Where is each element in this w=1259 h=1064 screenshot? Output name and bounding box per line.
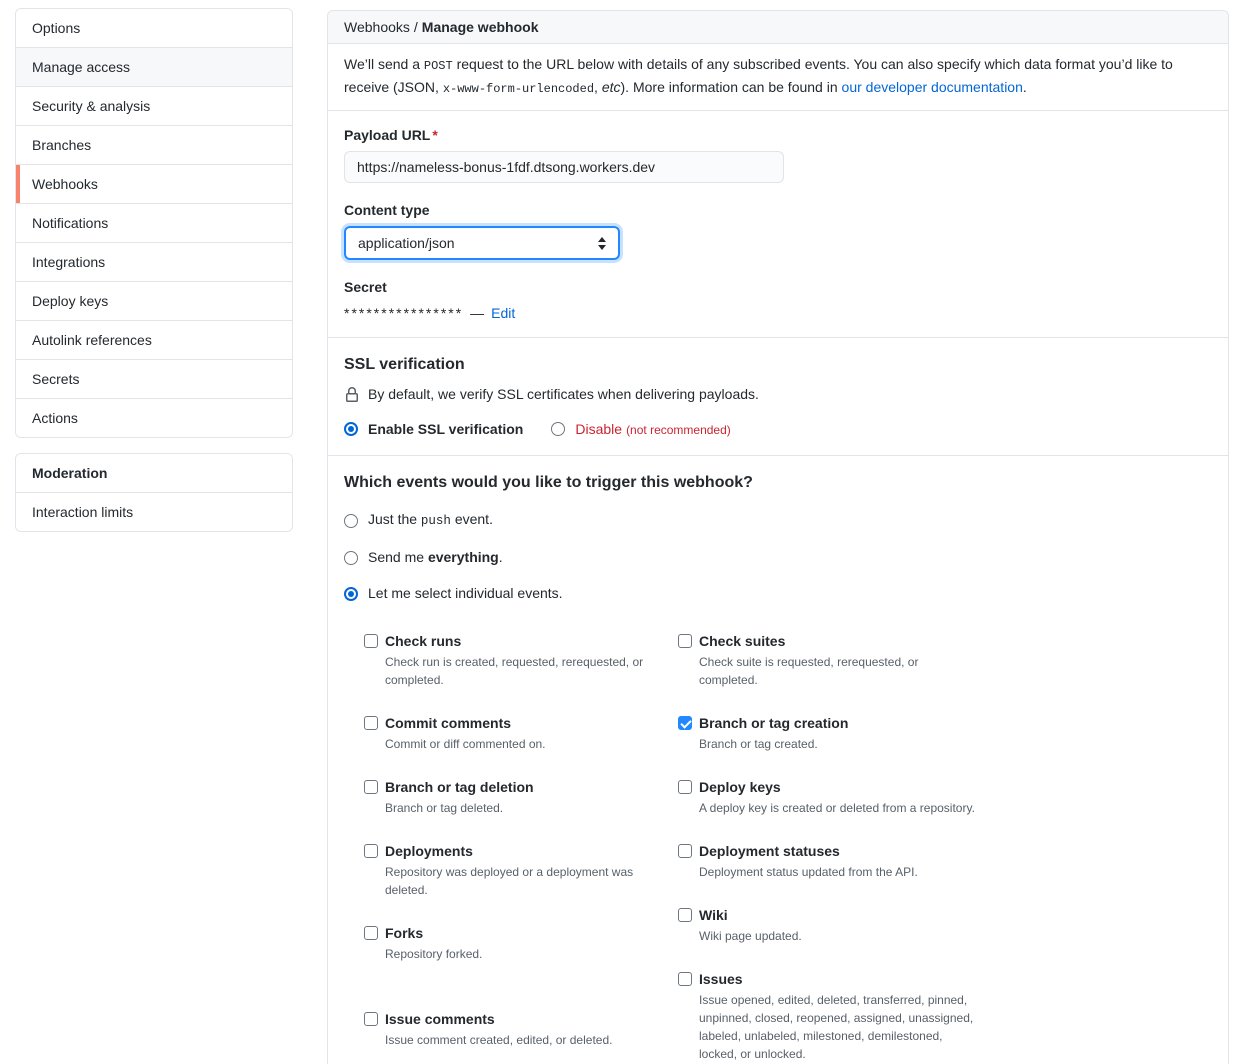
ssl-note-row xyxy=(344,384,1212,405)
disable-ssl-label[interactable]: Disable xyxy=(575,421,623,437)
wiki-checkbox[interactable] xyxy=(678,908,692,922)
deployment-statuses-checkbox[interactable] xyxy=(678,844,692,858)
event-item-issues[interactable] xyxy=(678,969,978,1063)
disable-ssl-option[interactable] xyxy=(551,421,730,437)
event-item-deployment-statuses[interactable] xyxy=(678,841,978,881)
event-item-check-suites[interactable] xyxy=(678,631,978,689)
issue-comments-desc: Issue comment created, edited, or deleted. xyxy=(385,1033,613,1047)
payload-url-input[interactable] xyxy=(344,151,784,183)
secret-label: Secret xyxy=(344,279,387,295)
disable-ssl-note: (not recommended) xyxy=(626,423,731,437)
event-item-issue-comments[interactable] xyxy=(364,1009,664,1049)
branch-tag-deletion-desc: Branch or tag deleted. xyxy=(385,801,504,815)
option-individual-events[interactable] xyxy=(344,583,1212,604)
event-item-wiki[interactable] xyxy=(678,905,978,945)
intro-text: , xyxy=(594,79,602,95)
deployments-label[interactable]: Deployments xyxy=(385,843,473,859)
branch-tag-creation-checkbox[interactable] xyxy=(678,716,692,730)
issues-label[interactable]: Issues xyxy=(699,971,743,987)
check-suites-desc: Check suite is requested, rerequested, or completed. xyxy=(699,655,919,687)
branch-tag-creation-desc: Branch or tag created. xyxy=(699,737,818,751)
developer-documentation-link[interactable]: our developer documentation xyxy=(841,79,1023,95)
everything-bold[interactable]: everything xyxy=(427,549,499,565)
sidebar-item-webhooks[interactable]: Webhooks xyxy=(16,164,292,203)
wiki-label[interactable]: Wiki xyxy=(699,907,728,923)
content-type-label: Content type xyxy=(344,202,430,218)
event-item-check-runs[interactable] xyxy=(364,631,664,689)
event-item-commit-comments[interactable] xyxy=(364,713,664,753)
deployments-desc: Repository was deployed or a deployment was deleted. xyxy=(385,865,634,897)
sidebar-item-integrations[interactable]: Integrations xyxy=(16,242,292,281)
events-section xyxy=(328,456,1228,1064)
sidebar-item-secrets[interactable]: Secrets xyxy=(16,359,292,398)
breadcrumb xyxy=(328,11,1228,44)
issue-comments-label[interactable]: Issue comments xyxy=(385,1011,495,1027)
ssl-radio-group xyxy=(344,421,1212,437)
secret-row xyxy=(344,305,1212,321)
send-everything-text-post[interactable]: . xyxy=(498,549,503,565)
option-just-push[interactable] xyxy=(344,509,1212,532)
check-runs-desc: Check run is created, requested, rerequested, or completed. xyxy=(385,655,644,687)
forks-label[interactable]: Forks xyxy=(385,925,424,941)
individual-events-label[interactable]: Let me select individual events. xyxy=(368,585,563,601)
sidebar-primary-box xyxy=(15,8,293,438)
post-code: POST xyxy=(423,59,453,73)
intro-etc: etc xyxy=(601,79,621,95)
deploy-keys-checkbox[interactable] xyxy=(678,780,692,794)
payload-url-label xyxy=(344,127,1212,144)
secret-edit-link[interactable]: Edit xyxy=(491,305,516,321)
send-everything-radio[interactable] xyxy=(344,551,358,565)
check-suites-label[interactable]: Check suites xyxy=(699,633,786,649)
push-code: push xyxy=(420,514,451,528)
sidebar-item-deploy-keys[interactable]: Deploy keys xyxy=(16,281,292,320)
event-item-deployments[interactable] xyxy=(364,841,664,899)
lock-icon xyxy=(344,387,360,403)
deploy-keys-desc: A deploy key is created or deleted from a repository. xyxy=(699,801,975,815)
enable-ssl-label[interactable]: Enable SSL verification xyxy=(368,421,524,437)
enable-ssl-radio[interactable] xyxy=(344,422,358,436)
webhook-form-section xyxy=(328,111,1228,338)
intro-text: ). More information can be found in xyxy=(620,79,842,95)
option-send-everything[interactable] xyxy=(344,547,1212,568)
deployments-checkbox[interactable] xyxy=(364,844,378,858)
required-asterisk: * xyxy=(432,127,438,143)
content-type-select[interactable] xyxy=(344,226,620,260)
branch-tag-deletion-label[interactable]: Branch or tag deletion xyxy=(385,779,534,795)
sidebar-heading-moderation: Moderation xyxy=(16,454,292,492)
check-runs-label[interactable]: Check runs xyxy=(385,633,462,649)
ssl-verification-section xyxy=(328,338,1228,456)
sidebar-item-options[interactable]: Options xyxy=(16,9,292,47)
urlencoded-code: x-www-form-urlencoded xyxy=(442,82,595,96)
enable-ssl-option[interactable] xyxy=(344,421,523,437)
intro-text: request to the URL below with details of any subscribed events. You can also specify which data format you’d like to receive (JSON, xyxy=(344,56,1173,95)
check-suites-checkbox[interactable] xyxy=(678,634,692,648)
wiki-desc: Wiki page updated. xyxy=(699,929,802,943)
ssl-note-text: By default, we verify SSL certificates when delivering payloads. xyxy=(368,386,759,402)
forks-desc: Repository forked. xyxy=(385,947,483,961)
sidebar-item-manage-access[interactable]: Manage access xyxy=(16,47,292,86)
select-updown-icon xyxy=(598,237,606,250)
branch-tag-creation-label[interactable]: Branch or tag creation xyxy=(699,715,849,731)
breadcrumb-separator: / xyxy=(413,19,418,35)
breadcrumb-webhooks-link[interactable]: Webhooks xyxy=(344,19,410,35)
branch-tag-deletion-checkbox[interactable] xyxy=(364,780,378,794)
check-runs-checkbox[interactable] xyxy=(364,634,378,648)
settings-sidebar xyxy=(15,8,293,532)
intro-text: . xyxy=(1022,79,1027,95)
event-item-branch-tag-creation[interactable] xyxy=(678,713,978,753)
secret-masked-value: **************** xyxy=(344,305,464,321)
sidebar-item-interaction-limits[interactable]: Interaction limits xyxy=(16,492,292,531)
just-push-text-post[interactable]: event. xyxy=(450,511,493,527)
events-heading: Which events would you like to trigger this webhook? xyxy=(344,474,753,491)
ssl-heading: SSL verification xyxy=(344,356,465,373)
secret-dash: — xyxy=(470,305,485,321)
manage-webhook-panel xyxy=(327,10,1229,1064)
event-item-forks[interactable] xyxy=(364,923,664,963)
send-everything-text[interactable]: Send me xyxy=(368,549,428,565)
issues-desc: Issue opened, edited, deleted, transferred, pinned, unpinned, closed, reopened, assigned, unassigned, labeled, unlabeled, milestoned, demilestoned, locked, or unlocked. xyxy=(699,993,974,1061)
commit-comments-checkbox[interactable] xyxy=(364,716,378,730)
sidebar-item-autolink-references[interactable]: Autolink references xyxy=(16,320,292,359)
deployment-statuses-desc: Deployment status updated from the API. xyxy=(699,865,918,879)
issues-checkbox[interactable] xyxy=(678,972,692,986)
just-push-text[interactable]: Just the xyxy=(368,511,421,527)
page-title: Manage webhook xyxy=(421,19,539,35)
event-column-left xyxy=(364,631,664,1064)
sidebar-item-branches[interactable]: Branches xyxy=(16,125,292,164)
commit-comments-desc: Commit or diff commented on. xyxy=(385,737,546,751)
sidebar-item-actions[interactable]: Actions xyxy=(16,398,292,437)
sidebar-moderation-box xyxy=(15,453,293,532)
event-column-right xyxy=(678,631,978,1064)
content-type-selected-value: application/json xyxy=(358,235,455,251)
issue-comments-checkbox[interactable] xyxy=(364,1012,378,1026)
deploy-keys-label[interactable]: Deploy keys xyxy=(699,779,781,795)
webhook-intro-text xyxy=(328,44,1228,111)
event-checkbox-grid xyxy=(364,631,1212,1064)
individual-events-radio[interactable] xyxy=(344,587,358,601)
event-item-deploy-keys[interactable] xyxy=(678,777,978,817)
deployment-statuses-label[interactable]: Deployment statuses xyxy=(699,843,840,859)
commit-comments-label[interactable]: Commit comments xyxy=(385,715,512,731)
intro-text: We’ll send a xyxy=(344,56,424,72)
event-item-branch-tag-deletion[interactable] xyxy=(364,777,664,817)
sidebar-item-notifications[interactable]: Notifications xyxy=(16,203,292,242)
just-push-radio[interactable] xyxy=(344,514,358,528)
payload-url-label-text: Payload URL xyxy=(344,127,431,143)
forks-checkbox[interactable] xyxy=(364,926,378,940)
disable-ssl-radio[interactable] xyxy=(551,422,565,436)
sidebar-item-security-analysis[interactable]: Security & analysis xyxy=(16,86,292,125)
